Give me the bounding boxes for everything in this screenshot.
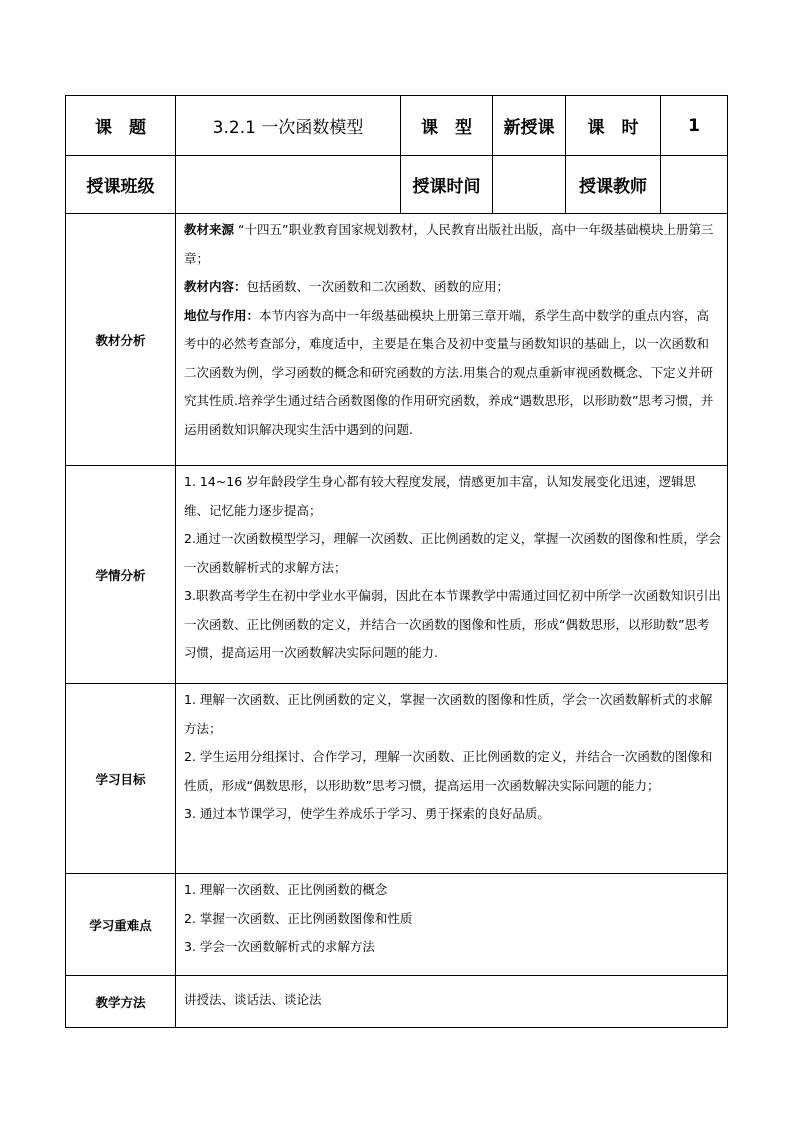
goals-content <box>176 684 728 874</box>
material-row <box>66 214 728 466</box>
methods-label: 教学方法 <box>66 976 176 1028</box>
methods-row <box>66 976 728 1028</box>
teacher-value <box>661 156 728 214</box>
goals-item-1: 1. 理解一次函数、正比例函数的定义，掌握一次函数的图像和性质，学会一次函数解析式的求解方法； <box>184 692 713 736</box>
material-content-text: 包括函数、一次函数和二次函数、函数的应用； <box>246 279 510 294</box>
key-points-item-2: 2. 掌握一次函数、正比例函数图像和性质 <box>184 910 413 926</box>
material-position-label: 地位与作用： <box>184 307 260 323</box>
students-item-2: 2.通过一次函数模型学习，理解一次函数、正比例函数的定义，掌握一次函数的图像和性质，学会一次函数解析式的求解方法； <box>184 531 721 575</box>
class-label: 授课班级 <box>66 156 176 214</box>
material-position <box>184 302 721 445</box>
type-value: 新授课 <box>493 96 566 156</box>
material-content <box>176 214 728 466</box>
type-label: 课 型 <box>401 96 493 156</box>
class-value <box>176 156 401 214</box>
methods-text: 讲授法、谈话法、谈论法 <box>184 992 322 1008</box>
goals-item-3: 3. 通过本节课学习，使学生养成乐于学习、勇于探索的良好品质。 <box>184 806 550 821</box>
header-row-2 <box>66 156 728 214</box>
key-points-content <box>176 874 728 976</box>
goals-row <box>66 684 728 874</box>
key-points-item-1: 1. 理解一次函数、正比例函数的概念 <box>184 882 388 897</box>
material-source-label: 教材来源 <box>184 222 235 237</box>
material-content-line <box>184 273 721 302</box>
material-label: 教材分析 <box>66 214 176 466</box>
lesson-plan-table <box>65 95 728 1028</box>
goals-label: 学习目标 <box>66 684 176 874</box>
students-item-3: 3.职教高考学生在初中学业水平偏弱，因此在本节课教学中需通过回忆初中所学一次函数知识引出一次函数、正比例函数的定义，并结合一次函数的图像和性质，形成“偶数思形，以形助数”思考习惯，提高运用一次函数解决实际问题的能力. <box>184 588 721 660</box>
key-points-row <box>66 874 728 976</box>
students-item-1: 1. 14~16 岁年龄段学生身心都有较大程度发展，情感更加丰富，认知发展变化迅速，逻辑思维、记忆能力逐步提高； <box>184 474 697 518</box>
material-position-text: 本节内容为高中一年级基础模块上册第三章开端，系学生高中数学的重点内容，高考中的必然考查部分，难度适中，主要是在集合及初中变量与函数知识的基础上，以一次函数和二次函数为例，学习函数的概念和研究函数的方法.用集合的观点重新审视函数概念、下定义并研究其性质.培养学生通过结合函数图像的作用研究函数，养成“遇数思形，以形助数”思考习惯，并运用函数知识解决现实生活中遇到的问题. <box>184 307 714 437</box>
methods-content <box>176 976 728 1028</box>
time-value <box>493 156 566 214</box>
material-content-label: 教材内容： <box>184 279 247 294</box>
topic-value: 3.2.1 一次函数模型 <box>176 96 401 156</box>
teacher-label: 授课教师 <box>566 156 661 214</box>
goals-item-2: 2. 学生运用分组探讨、合作学习，理解一次函数、正比例函数的定义，并结合一次函数的图像和性质，形成“偶数思形，以形助数”思考习惯，提高运用一次函数解决实际问题的能力； <box>184 749 713 793</box>
students-content <box>176 466 728 684</box>
key-points-label: 学习重难点 <box>66 874 176 976</box>
time-label: 授课时间 <box>401 156 493 214</box>
material-source <box>184 216 721 273</box>
period-value: 1 <box>661 96 728 156</box>
period-label: 课 时 <box>566 96 661 156</box>
key-points-item-3: 3. 学会一次函数解析式的求解方法 <box>184 939 375 954</box>
students-label: 学情分析 <box>66 466 176 684</box>
students-row <box>66 466 728 684</box>
header-row-1 <box>66 96 728 156</box>
material-source-text: “十四五”职业教育国家规划教材，人民教育出版社出版，高中一年级基础模块上册第三章； <box>184 222 714 266</box>
topic-label: 课 题 <box>66 96 176 156</box>
